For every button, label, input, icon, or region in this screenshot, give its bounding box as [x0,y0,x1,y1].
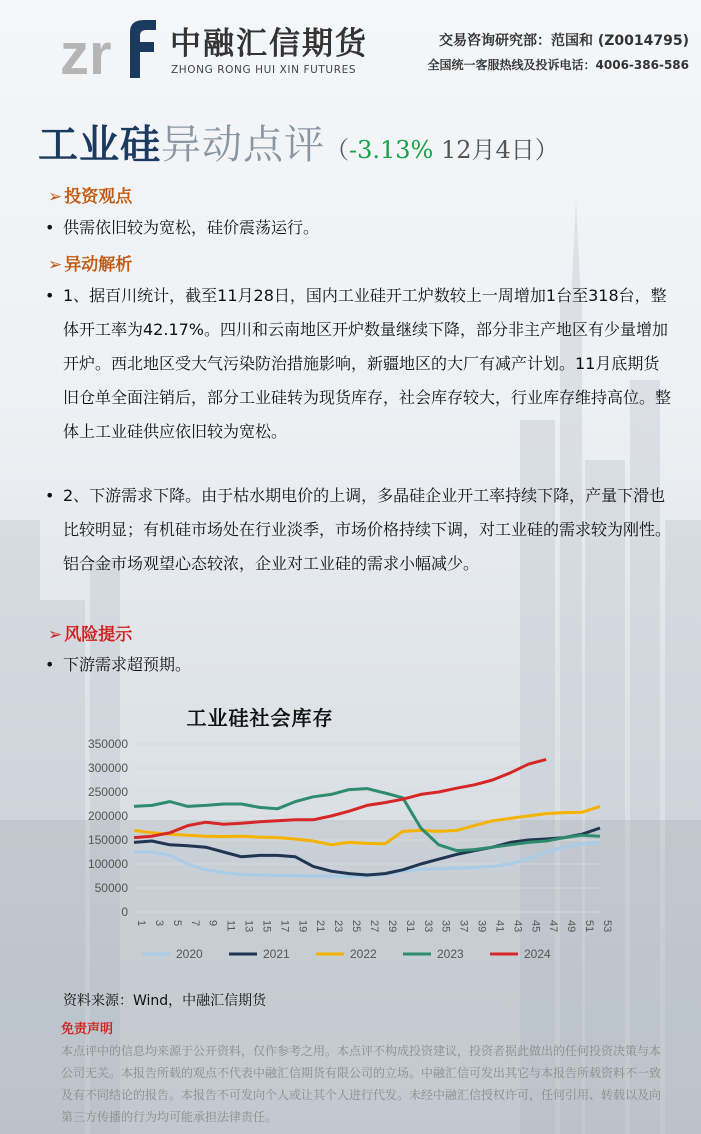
legend-label-2024: 2024 [524,947,551,961]
svg-text:zr: zr [60,22,112,82]
y-tick-label: 0 [121,905,128,919]
y-tick-label: 200000 [87,809,128,823]
x-tick-label: 35 [439,920,452,933]
legend-label-2023: 2023 [437,947,464,961]
x-tick-label: 37 [457,920,470,933]
chart-svg [70,700,630,980]
title-product: 工业硅 [38,122,161,168]
x-tick-label: 53 [601,920,613,933]
logo-icon [60,12,160,82]
x-tick-label: 25 [350,920,363,933]
x-tick-label: 49 [565,920,578,933]
legend-label-2020: 2020 [176,947,203,961]
page-title [38,113,559,170]
analysis-heading: ➢ 异动解析 [48,255,133,275]
x-tick-label: 5 [170,920,183,927]
bullet-icon: • [45,218,55,237]
x-tick-label: 47 [547,920,560,933]
header [0,0,701,92]
data-source: 资料来源：Wind，中融汇信期货 [63,993,267,1009]
x-tick-label: 11 [224,920,237,932]
x-tick-label: 33 [421,920,434,933]
inventory-chart [70,700,630,980]
x-tick-label: 21 [314,920,327,933]
chart-title: 工业硅社会库存 [186,706,334,730]
x-tick-label: 15 [260,920,273,933]
x-tick-label: 51 [583,920,596,933]
y-tick-label: 250000 [87,785,128,799]
arrow-icon: ➢ [48,255,63,275]
x-tick-label: 1 [135,920,147,927]
series-line-2024 [134,759,546,837]
disclaimer-heading: 免责声明 [61,1022,114,1037]
x-tick-label: 45 [529,920,542,933]
legend-label-2021: 2021 [263,947,290,961]
arrow-icon: ➢ [48,187,63,207]
x-tick-label: 27 [368,920,380,933]
investment-view-heading: ➢ 投资观点 [48,187,133,207]
risk-text: 下游需求超预期。 [63,655,192,674]
company-name-en: ZHONG RONG HUI XIN FUTURES [171,64,357,76]
y-tick-label: 350000 [87,737,128,751]
investment-view-text: 供需依旧较为宽松，硅价震荡运行。 [63,218,320,237]
x-tick-label: 13 [242,920,255,933]
x-tick-label: 7 [188,920,201,927]
x-tick-label: 17 [278,920,291,933]
bullet-icon: • [45,286,55,305]
price-change: -3.13% [349,136,434,164]
x-tick-label: 19 [296,920,309,933]
arrow-icon: ➢ [48,625,63,645]
title-paren-open: （ [325,136,349,164]
x-tick-label: 29 [385,920,398,933]
analyst-info: 交易咨询研究部：范国和 (Z0014795) [438,33,689,49]
title-type: 异动点评 [161,122,325,168]
x-tick-label: 41 [493,920,506,933]
bullet-icon: • [45,486,55,505]
y-tick-label: 50000 [94,881,128,895]
analysis-text-1: 1、据百川统计，截至11月28日，国内工业硅开工炉数较上一周增加1台至318台，整体开工率为42.17%。四川和云南地区开炉数量继续下降，部分非主产地区有少量增加开炉。西北地区受大气污染防治措施影响，新疆地区的大厂有减产计划。11月底期货旧仓单全面注销后，部分工业硅转为现货库存，社会库存较大，行业库存维持高位。整体上工业硅供应依旧较为宽松。 [63,286,672,441]
title-paren-close: ） [534,136,559,164]
x-tick-label: 43 [511,920,524,933]
company-name-cn: 中融汇信期货 [170,26,368,62]
x-tick-label: 39 [475,920,488,933]
y-tick-label: 100000 [87,857,128,871]
x-tick-label: 9 [206,920,219,927]
analysis-text-2: 2、下游需求下降。由于枯水期电价的上调，多晶硅企业开工率持续下降，产量下滑也比较明显；有机硅市场处在行业淡季，市场价格持续下调，对工业硅的需求较为刚性。铝合金市场观望心态较浓，企业对工业硅的需求小幅减少。 [63,486,672,573]
y-tick-label: 150000 [87,833,128,847]
x-tick-label: 23 [332,920,345,933]
legend-label-2022: 2022 [350,947,377,961]
series-line-2023 [134,789,600,851]
y-tick-label: 300000 [87,761,128,775]
risk-heading: ➢ 风险提示 [48,625,133,645]
title-date: 12月4日 [433,136,535,164]
disclaimer-text: 本点评中的信息均来源于公开资料，仅作参考之用。本点评不构成投资建议，投资者据此做出的任何投资决策与本公司无关。本报告所载的观点不代表中融汇信期货有限公司的立场。中融汇信可发出其它与本报告所载资料不一致及有不同结论的报告。本报告不可发向个人或让其个人进行代发。未经中融汇信授权许可，任何引用、转载以及向第三方传播的行为均可能承担法律责任。 [61,1044,662,1124]
hotline-info: 全国统一客服热线及投诉电话：4006-386-586 [427,58,689,72]
bullet-icon: • [45,655,55,674]
x-tick-label: 31 [403,920,416,933]
x-tick-label: 3 [152,920,165,927]
